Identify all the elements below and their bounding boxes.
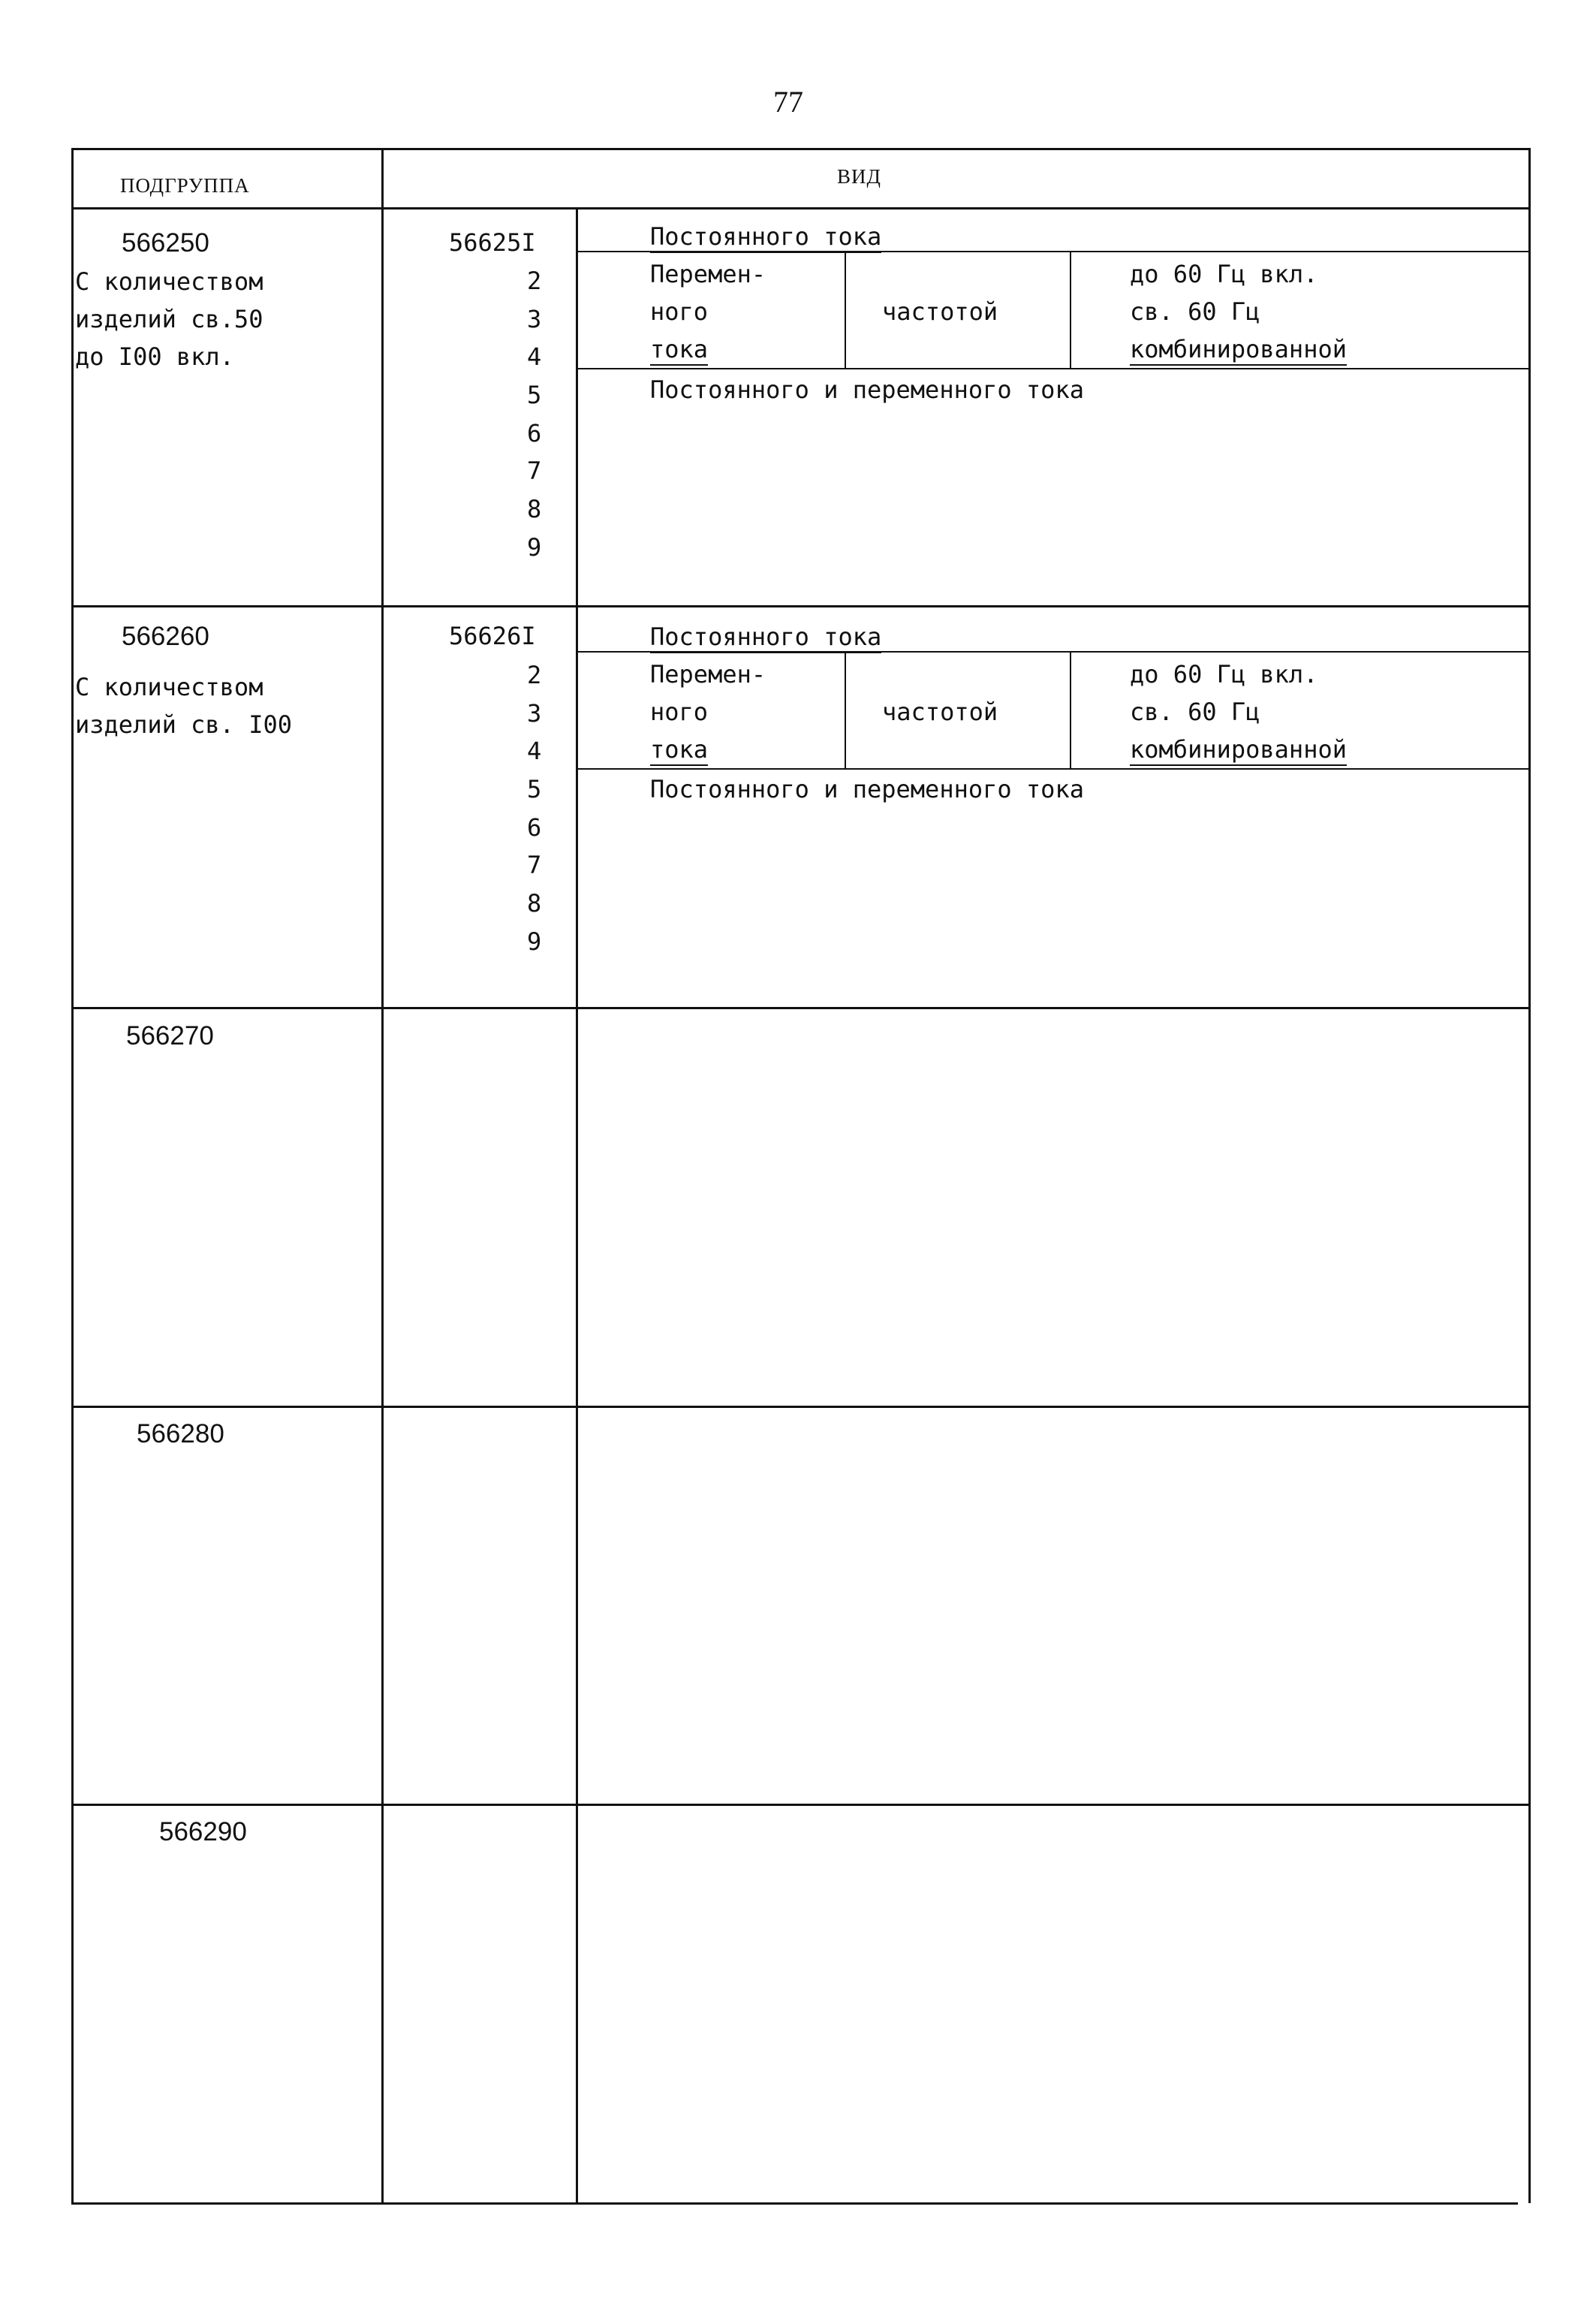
subcode: 56625I: [449, 228, 536, 257]
kind-ac-word: Перемен-: [650, 260, 766, 288]
subcode: 2: [527, 661, 542, 689]
table-right-border: [1528, 148, 1531, 2203]
kind-ac-word: тока: [650, 335, 708, 363]
subcode: 8: [527, 495, 542, 523]
kind-dc: Постоянного тока: [650, 222, 881, 251]
kind-divider: [1070, 651, 1071, 768]
group-code: 566260: [122, 622, 209, 651]
kind-dc: Постоянного тока: [650, 622, 881, 651]
header-bottom-border: [71, 207, 1531, 209]
kind-ac-word: Перемен-: [650, 660, 766, 689]
subcode: 56626I: [449, 622, 536, 650]
group-code-566270: 566270: [126, 1021, 214, 1051]
kind-freq: св. 60 Гц: [1130, 297, 1260, 326]
header-subgroup: ПОДГРУППА: [120, 174, 250, 197]
row-divider-3: [71, 1406, 1531, 1408]
kind-freq: комбинированной: [1130, 735, 1347, 764]
subcode: 7: [527, 851, 542, 879]
subcode: 5: [527, 381, 542, 409]
column-divider-1: [381, 148, 384, 2203]
kind-freq-label: частотой: [882, 297, 998, 326]
subcode: 6: [527, 813, 542, 842]
kind-dc-ac: Постоянного и переменного тока: [650, 375, 1084, 404]
group-desc-line: С количеством: [75, 267, 263, 296]
row-divider-2: [71, 1007, 1531, 1009]
subcode: 2: [527, 267, 542, 295]
group-code-566280: 566280: [137, 1419, 224, 1448]
subcode: 6: [527, 419, 542, 448]
page-number: 77: [773, 85, 803, 119]
group-code: 566250: [122, 228, 209, 258]
group-desc-line: изделий св. I00: [75, 710, 292, 739]
kind-freq: комбинированной: [1130, 335, 1347, 363]
table-top-border: [71, 148, 1531, 150]
subcode: 3: [527, 305, 542, 333]
kind-freq: до 60 Гц вкл.: [1130, 660, 1318, 689]
kind-ac-word: тока: [650, 735, 708, 764]
subcode: 4: [527, 342, 542, 371]
group-desc-line: до I00 вкл.: [75, 342, 234, 371]
table-left-border: [71, 148, 74, 2203]
kind-freq: св. 60 Гц: [1130, 698, 1260, 726]
row-divider-4: [71, 1804, 1531, 1806]
group-desc-line: С количеством: [75, 673, 263, 701]
kind-divider: [845, 651, 846, 768]
kind-divider: [845, 251, 846, 368]
kind-freq-label: частотой: [882, 698, 998, 726]
kind-line: [576, 768, 1531, 770]
kind-divider: [1070, 251, 1071, 368]
subcode: 4: [527, 737, 542, 765]
kind-ac-word: ного: [650, 297, 709, 326]
kind-freq: до 60 Гц вкл.: [1130, 260, 1318, 288]
subcode: 3: [527, 699, 542, 728]
header-kind: ВИД: [837, 165, 881, 188]
row-divider-1: [71, 605, 1531, 607]
kind-line: [576, 368, 1531, 369]
subcode: 7: [527, 457, 542, 485]
table-bottom-border: [71, 2202, 1518, 2205]
kind-ac-word: ного: [650, 698, 709, 726]
subcode: 9: [527, 533, 542, 562]
subcode: 5: [527, 775, 542, 803]
subcode: 8: [527, 889, 542, 918]
group-desc-line: изделий св.50: [75, 305, 263, 333]
group-code-566290: 566290: [159, 1817, 247, 1846]
column-divider-2: [576, 207, 578, 2203]
kind-dc-ac: Постоянного и переменного тока: [650, 775, 1084, 803]
subcode: 9: [527, 927, 542, 956]
